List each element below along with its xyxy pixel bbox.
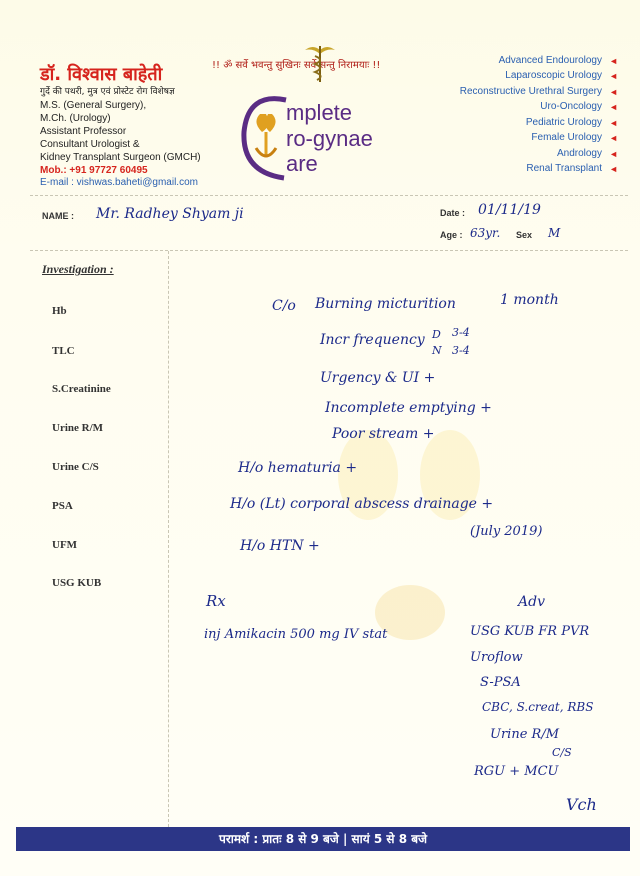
logo-text-line3: are xyxy=(286,151,318,176)
arrow-left-icon: ◄ xyxy=(609,71,618,81)
consultation-hours-footer xyxy=(16,827,630,851)
column-divider xyxy=(168,251,169,827)
doctor-name: डॉ. विश्वास बाहेती xyxy=(40,64,163,85)
date-label: Date : xyxy=(440,208,466,218)
frequency-day-label: D xyxy=(432,328,441,341)
specialty-item: Pediatric Urology xyxy=(525,117,602,128)
arrow-left-icon: ◄ xyxy=(609,102,618,112)
sex-label: Sex xyxy=(516,230,533,240)
sex-value: M xyxy=(548,226,561,240)
complaint-line: Urgency & UI + xyxy=(320,370,436,386)
frequency-day-value: 3-4 xyxy=(452,326,470,339)
arrow-left-icon: ◄ xyxy=(609,87,618,97)
rx-prescription: inj Amikacin 500 mg IV stat xyxy=(204,627,388,642)
arrow-left-icon: ◄ xyxy=(609,149,618,159)
mobile-number: Mob.: +91 97727 60495 xyxy=(40,165,148,176)
specialty-item: Advanced Endourology xyxy=(498,55,602,66)
advice-item: USG KUB FR PVR xyxy=(470,624,590,639)
rx-label: Rx xyxy=(206,592,226,610)
frequency-night-value: 3-4 xyxy=(452,344,470,357)
investigation-item: PSA xyxy=(52,500,73,512)
shloka: !! ॐ सर्वे भवन्तु सुखिनः सर्वे सन्तु निरामयाः !! xyxy=(212,60,381,71)
history-line: (July 2019) xyxy=(470,524,543,539)
investigation-item: Hb xyxy=(52,305,67,317)
specialty-item: Renal Transplant xyxy=(526,163,602,174)
qualification-hindi: गुर्दे की पथरी, मुत्र एवं प्रोस्टेट रोग विशेषज्ञ xyxy=(40,87,175,97)
investigation-item: Urine R/M xyxy=(52,422,104,434)
qualification-professor: Assistant Professor xyxy=(40,126,127,137)
arrow-left-icon: ◄ xyxy=(609,118,618,128)
specialty-item: Uro-Oncology xyxy=(540,101,602,112)
doctor-signature: Vch xyxy=(566,795,597,814)
advice-item: CBC, S.creat, RBS xyxy=(482,700,594,714)
qualification-mch: M.Ch. (Urology) xyxy=(40,113,111,124)
qualification-transplant: Kidney Transplant Surgeon (GMCH) xyxy=(40,152,201,163)
investigation-item: S.Creatinine xyxy=(52,383,111,395)
advice-item: Urine R/M xyxy=(490,727,560,742)
age-label: Age : xyxy=(440,230,463,240)
specialty-item: Reconstructive Urethral Surgery xyxy=(459,86,602,97)
arrow-left-icon: ◄ xyxy=(609,164,618,174)
advice-item: Uroflow xyxy=(470,650,523,665)
name-label: NAME : xyxy=(42,211,74,221)
date-value: 01/11/19 xyxy=(478,202,541,218)
specialty-item: Laparoscopic Urology xyxy=(505,70,602,81)
qualification-consultant: Consultant Urologist & xyxy=(40,139,140,150)
arrow-left-icon: ◄ xyxy=(609,133,618,143)
doctor-qualifications xyxy=(40,86,201,177)
complaint-line: Burning micturition xyxy=(315,296,456,312)
advice-label: Adv xyxy=(518,594,545,610)
advice-item: RGU + MCU xyxy=(474,764,559,779)
history-line: H/o HTN + xyxy=(240,538,320,554)
complaint-line: Incomplete emptying + xyxy=(325,400,492,416)
age-value: 63yr. xyxy=(470,226,501,240)
investigation-item: UFM xyxy=(52,539,78,551)
patient-name: Mr. Radhey Shyam ji xyxy=(96,206,244,222)
investigation-item: USG KUB xyxy=(52,577,102,589)
history-line: H/o (Lt) corporal abscess drainage + xyxy=(230,496,494,512)
email-address: E-mail : vishwas.baheti@gmail.com xyxy=(40,177,198,188)
advice-item: C/S xyxy=(552,746,572,759)
complaint-line: Poor stream + xyxy=(332,426,435,442)
investigation-item: Urine C/S xyxy=(52,461,99,473)
caduceus-icon xyxy=(303,42,337,84)
investigation-title: Investigation : xyxy=(42,262,114,276)
arrow-left-icon: ◄ xyxy=(609,56,618,66)
qualification-ms: M.S. (General Surgery), xyxy=(40,100,147,111)
advice-item: S-PSA xyxy=(480,675,521,690)
logo-text-line2: ro-gynae xyxy=(286,126,373,151)
consultation-hours-text: परामर्श : प्रातः 8 से 9 बजे | सायं 5 से 8 बजे xyxy=(219,832,427,846)
patient-divider xyxy=(30,250,628,251)
investigation-item: TLC xyxy=(52,345,75,357)
history-line: H/o hematuria + xyxy=(238,460,358,476)
specialty-item: Female Urology xyxy=(531,132,602,143)
complaint-duration: 1 month xyxy=(500,292,559,308)
complaint-prefix: C/o xyxy=(272,298,296,314)
specialty-item: Andrology xyxy=(556,148,602,159)
header-divider xyxy=(30,195,628,196)
frequency-night-label: N xyxy=(432,344,442,357)
complaint-line: Incr frequency xyxy=(320,332,425,348)
logo-text-line1: mplete xyxy=(286,100,353,125)
